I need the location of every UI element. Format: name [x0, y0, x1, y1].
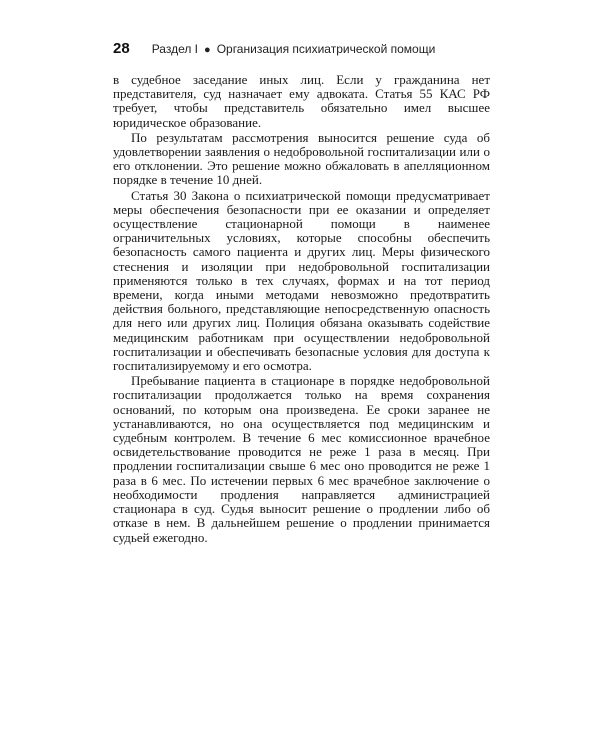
- paragraph: По результатам рассмотрения выносится решение суда об удовлетворении заявления о недобровольной госпитализации или о его отклонении. Это решение можно обжаловать в апелляционном порядке в течение 10 дней.: [113, 129, 490, 188]
- paragraph: Статья 30 Закона о психиатрической помощи предусматривает меры обеспечения безопасности при ее оказании и определяет осуществление стационарной помощи в наименее ограничительных условиях, которые способны обеспечить безопасность самого пациента и других лиц. Меры физического стеснения и изоляции при недобровольной госпитализации применяются только в тех случаях, формах и на тот период времени, когда иными методами невозможно предотвратить действия больного, представляющие непосредственную опасность для него или других лиц. Полиция обязана оказывать содействие медицинским работникам при осуществлении недобровольной госпитализации и обеспечивать безопасные условия для доступа к госпитализируемому и его осмотра.: [113, 187, 490, 374]
- bullet-separator-icon: ●: [204, 44, 211, 56]
- section-label: Раздел I: [151, 42, 199, 56]
- paragraph-continued: в судебное заседание иных лиц. Если у гражданина нет представителя, суд назначает ему адвоката. Статья 55 КАС РФ требует, чтобы представитель обязательно имел высшее юридическое образование.: [113, 72, 490, 130]
- page-number: 28: [113, 40, 130, 57]
- running-header: [113, 40, 503, 64]
- body-text: [113, 73, 490, 546]
- paragraph: Пребывание пациента в стационаре в порядке недобровольной госпитализации продолжается только на время сохранения оснований, по которым она произведена. Ее сроки заранее не устанавливаются, но она осуществляется под медицинским и судебным контролем. В течение 6 мес комиссионное врачебное освидетельствование проводится не реже 1 раза в месяц. При продлении госпитализации свыше 6 мес оно проводится не реже 1 раза в 6 мес. По истечении первых 6 мес врачебное заключение о необходимости продления направляется администрацией стационара в суд. Судья выносит решение о продлении либо об отказе в нем. В дальнейшем решение о продлении принимается судьей ежегодно.: [113, 373, 490, 545]
- running-title: Организация психиатрической помощи: [216, 42, 436, 56]
